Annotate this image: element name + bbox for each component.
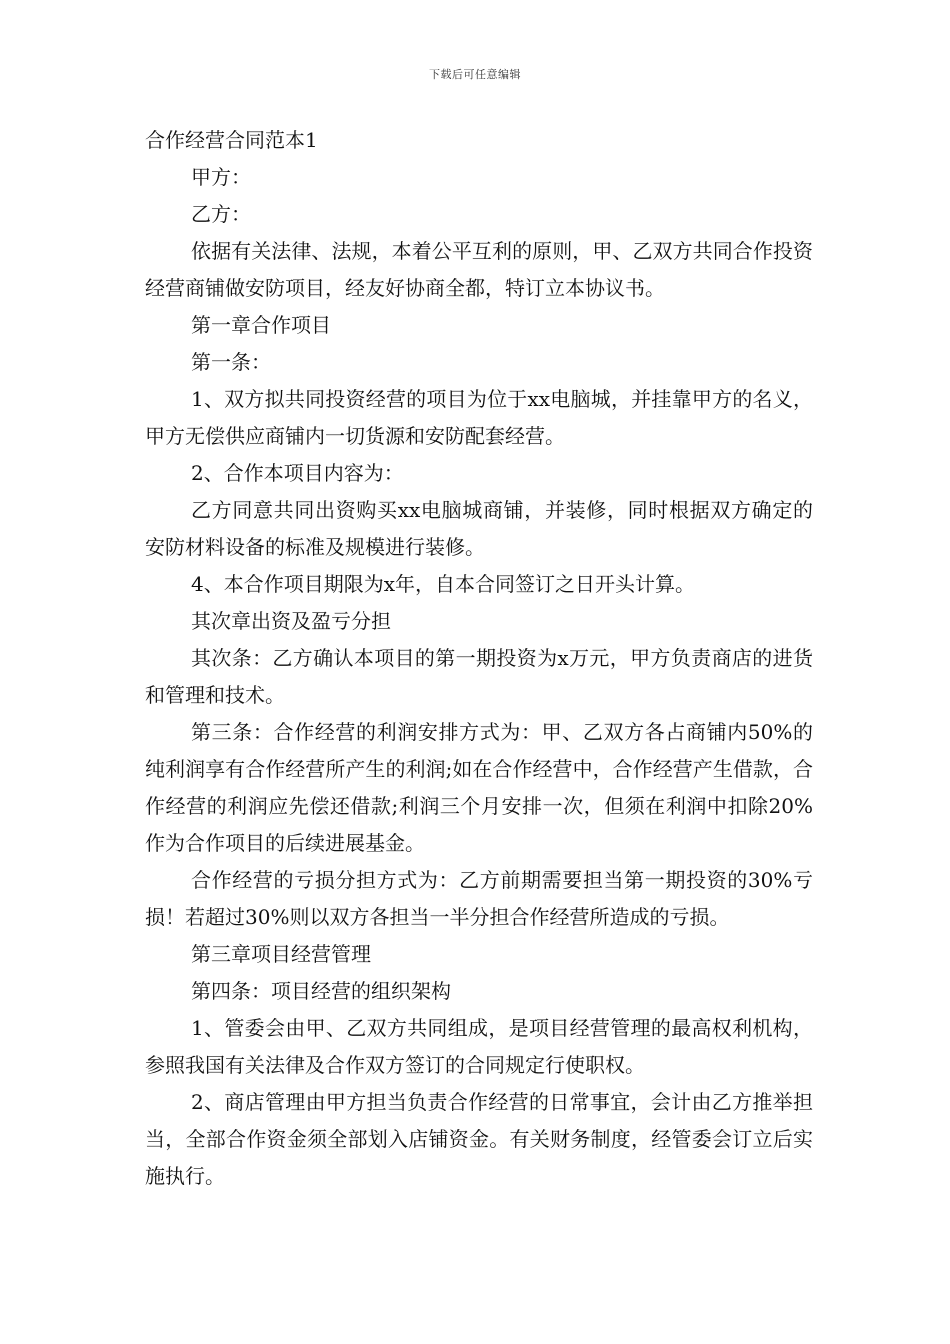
article-1-heading: 第一条： bbox=[191, 350, 271, 374]
paragraph-party-b: 乙方： bbox=[191, 202, 251, 226]
article-4-item-1: 1、管委会由甲、乙双方共同组成，是项目经营管理的最高权利机构，参照我国有关法律及合作双方签订的合同规定行使职权。 bbox=[145, 1016, 813, 1077]
article-2: 其次条：乙方确认本项目的第一期投资为x万元，甲方负责商店的进货和管理和技术。 bbox=[145, 646, 813, 707]
chapter-1-heading: 第一章合作项目 bbox=[191, 313, 331, 337]
chapter-3-heading: 第三章项目经营管理 bbox=[191, 942, 371, 966]
article-4-heading: 第四条：项目经营的组织架构 bbox=[191, 979, 451, 1003]
article-1-item-2: 2、合作本项目内容为： bbox=[191, 461, 404, 485]
article-4-item-2: 2、商店管理由甲方担当负责合作经营的日常事宜，会计由乙方推举担当，全部合作资金须全部划入店铺资金。有关财务制度，经管委会订立后实施执行。 bbox=[145, 1090, 813, 1188]
article-1-item-4: 4、本合作项目期限为x年，自本合同签订之日开头计算。 bbox=[191, 572, 696, 596]
chapter-2-heading: 其次章出资及盈亏分担 bbox=[191, 609, 391, 633]
document-body bbox=[145, 122, 813, 1195]
article-1-item-2-detail: 乙方同意共同出资购买xx电脑城商铺，并装修，同时根据双方确定的安防材料设备的标准及规模进行装修。 bbox=[145, 498, 813, 559]
article-3: 第三条：合作经营的利润安排方式为：甲、乙双方各占商铺内50%的纯利润享有合作经营所产生的利润;如在合作经营中，合作经营产生借款，合作经营的利润应先偿还借款;利润三个月安排一次，但须在利润中扣除20%作为合作项目的后续进展基金。 bbox=[145, 720, 813, 855]
loss-sharing-paragraph: 合作经营的亏损分担方式为：乙方前期需要担当第一期投资的30%亏损！若超过30%则以双方各担当一半分担合作经营所造成的亏损。 bbox=[145, 868, 813, 929]
page-header: 下载后可任意编辑 bbox=[429, 68, 521, 81]
article-1-item-1: 1、双方拟共同投资经营的项目为位于xx电脑城，并挂靠甲方的名义，甲方无偿供应商铺内一切货源和安防配套经营。 bbox=[145, 387, 813, 448]
document-title: 合作经营合同范本1 bbox=[145, 128, 318, 152]
paragraph-intro: 依据有关法律、法规，本着公平互利的原则，甲、乙双方共同合作投资经营商铺做安防项目，经友好协商全都，特订立本协议书。 bbox=[145, 239, 813, 300]
paragraph-party-a: 甲方： bbox=[191, 165, 251, 189]
